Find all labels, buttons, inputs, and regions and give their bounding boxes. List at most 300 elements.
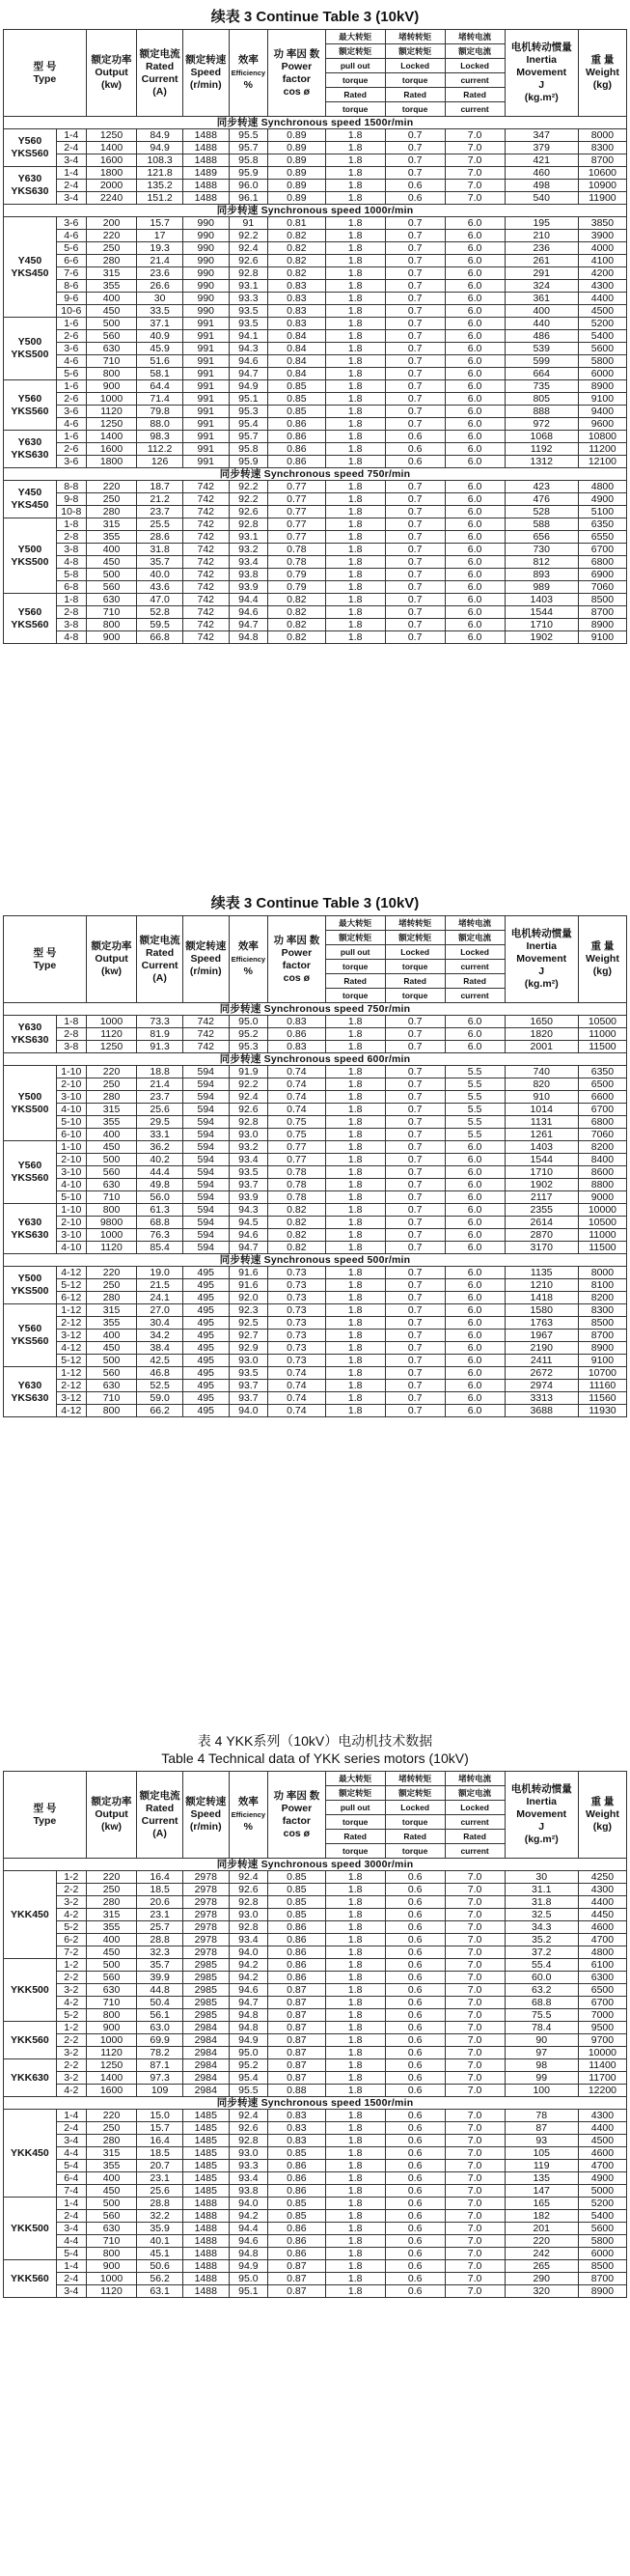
frame-size-cell: 5-8 — [56, 569, 86, 581]
inertia-cell: 119 — [505, 2160, 578, 2172]
frame-size-cell: 5-4 — [56, 2160, 86, 2172]
frame-size-cell: 9-8 — [56, 493, 86, 506]
output-kw-cell: 800 — [86, 368, 136, 380]
pullout-torque-ratio-cell: 1.8 — [325, 1984, 385, 1997]
inertia-cell: 3688 — [505, 1405, 578, 1417]
locked-current-ratio-cell: 7.0 — [445, 1921, 505, 1934]
locked-current-ratio-cell: 6.0 — [445, 1041, 505, 1053]
power-factor-cell: 0.86 — [268, 2235, 326, 2248]
frame-size-cell: 5-12 — [56, 1355, 86, 1367]
locked-torque-ratio-cell: 0.6 — [385, 431, 445, 443]
motor-type-cell: Y500 YKS500 — [4, 1066, 57, 1141]
efficiency-cell: 92.9 — [229, 1342, 268, 1355]
inertia-cell: 347 — [505, 129, 578, 142]
locked-current-ratio-cell: 5.5 — [445, 1091, 505, 1104]
frame-size-cell: 4-10 — [56, 1104, 86, 1116]
table-row — [4, 167, 627, 180]
table-row — [4, 1972, 627, 1984]
locked-torque-ratio-cell: 0.7 — [385, 380, 445, 393]
frame-size-cell: 8-6 — [56, 280, 86, 293]
output-kw-cell: 280 — [86, 1292, 136, 1304]
efficiency-cell: 94.6 — [229, 1984, 268, 1997]
weight-kg-cell: 4700 — [578, 1934, 626, 1946]
table-row — [4, 2059, 627, 2072]
power-factor-cell: 0.82 — [268, 242, 326, 255]
speed-rpm-cell: 1488 — [182, 154, 229, 167]
speed-rpm-cell: 495 — [182, 1380, 229, 1392]
frame-size-cell: 3-2 — [56, 2072, 86, 2085]
locked-torque-ratio-cell: 0.7 — [385, 1091, 445, 1104]
header-row — [4, 916, 627, 1003]
inertia-cell: 460 — [505, 167, 578, 180]
locked-current-ratio-cell: 7.0 — [445, 2122, 505, 2135]
locked-current-ratio-cell: 7.0 — [445, 1997, 505, 2009]
table-row — [4, 330, 627, 343]
output-kw-cell: 1000 — [86, 393, 136, 406]
weight-kg-cell: 4600 — [578, 1921, 626, 1934]
header-speed: 额定转速 Speed (r/min) — [182, 1772, 229, 1859]
locked-torque-ratio-cell: 0.6 — [385, 1896, 445, 1909]
output-kw-cell: 500 — [86, 318, 136, 330]
speed-rpm-cell: 1488 — [182, 2273, 229, 2285]
table-row — [4, 2210, 627, 2223]
weight-kg-cell: 5000 — [578, 2185, 626, 2198]
locked-torque-ratio-cell: 0.7 — [385, 368, 445, 380]
weight-kg-cell: 6000 — [578, 2248, 626, 2260]
efficiency-cell: 95.0 — [229, 2273, 268, 2285]
motor-type-cell: Y630 YKS630 — [4, 167, 57, 205]
inertia-cell: 35.2 — [505, 1934, 578, 1946]
efficiency-cell: 93.0 — [229, 1355, 268, 1367]
locked-current-ratio-cell: 6.0 — [445, 1242, 505, 1254]
table-row — [4, 129, 627, 142]
table-row — [4, 1292, 627, 1304]
frame-size-cell: 1-12 — [56, 1304, 86, 1317]
power-factor-cell: 0.74 — [268, 1367, 326, 1380]
efficiency-cell: 95.0 — [229, 2047, 268, 2059]
power-factor-cell: 0.86 — [268, 431, 326, 443]
locked-current-ratio-cell: 6.0 — [445, 318, 505, 330]
speed-rpm-cell: 1488 — [182, 2198, 229, 2210]
header-power-factor: 功 率因 数 Power factor cos ø — [268, 30, 326, 117]
header-pullout-torque: 最大转矩 额定转矩 pull out torque Rated torque — [325, 1772, 385, 1859]
output-kw-cell: 800 — [86, 1204, 136, 1217]
power-factor-cell: 0.89 — [268, 154, 326, 167]
frame-size-cell: 4-4 — [56, 2147, 86, 2160]
table-row — [4, 2285, 627, 2298]
weight-kg-cell: 8000 — [578, 129, 626, 142]
efficiency-cell: 94.0 — [229, 1405, 268, 1417]
frame-size-cell: 4-10 — [56, 1242, 86, 1254]
speed-band-row — [4, 117, 627, 129]
locked-torque-ratio-cell: 0.7 — [385, 1129, 445, 1141]
efficiency-cell: 94.7 — [229, 619, 268, 631]
locked-torque-ratio-cell: 0.6 — [385, 2009, 445, 2022]
frame-size-cell: 7-2 — [56, 1946, 86, 1959]
locked-torque-ratio-cell: 0.6 — [385, 2172, 445, 2185]
efficiency-cell: 94.2 — [229, 1959, 268, 1972]
rated-current-cell: 21.5 — [137, 1279, 183, 1292]
efficiency-cell: 93.0 — [229, 1129, 268, 1141]
efficiency-cell: 92.4 — [229, 242, 268, 255]
speed-rpm-cell: 991 — [182, 443, 229, 456]
speed-rpm-cell: 2984 — [182, 2059, 229, 2072]
pullout-torque-ratio-cell: 1.8 — [325, 531, 385, 544]
power-factor-cell: 0.78 — [268, 556, 326, 569]
pullout-torque-ratio-cell: 1.8 — [325, 242, 385, 255]
power-factor-cell: 0.87 — [268, 2059, 326, 2072]
pullout-torque-ratio-cell: 1.8 — [325, 431, 385, 443]
rated-current-cell: 49.8 — [137, 1179, 183, 1191]
table-row — [4, 1884, 627, 1896]
locked-torque-ratio-cell: 0.7 — [385, 330, 445, 343]
motor-type-cell: YKK560 — [4, 2022, 57, 2059]
weight-kg-cell: 11000 — [578, 1229, 626, 1242]
power-factor-cell: 0.83 — [268, 1041, 326, 1053]
rated-current-cell: 16.4 — [137, 2135, 183, 2147]
power-factor-cell: 0.86 — [268, 456, 326, 468]
locked-current-ratio-cell: 7.0 — [445, 129, 505, 142]
weight-kg-cell: 6800 — [578, 556, 626, 569]
locked-current-ratio-cell: 6.0 — [445, 1229, 505, 1242]
pullout-torque-ratio-cell: 1.8 — [325, 443, 385, 456]
locked-torque-ratio-cell: 0.7 — [385, 1380, 445, 1392]
speed-band-label: 同步转速 Synchronous speed 1500r/min — [4, 117, 627, 129]
locked-current-ratio-cell: 7.0 — [445, 192, 505, 205]
table-row — [4, 2223, 627, 2235]
locked-current-ratio-cell: 6.0 — [445, 1392, 505, 1405]
locked-torque-ratio-cell: 0.7 — [385, 1191, 445, 1204]
locked-current-ratio-cell: 6.0 — [445, 1304, 505, 1317]
locked-torque-ratio-cell: 0.7 — [385, 606, 445, 619]
inertia-cell: 1403 — [505, 594, 578, 606]
inertia-cell: 361 — [505, 293, 578, 305]
header-locked-current: 堵转电流 额定电流 Locked current Rated current — [445, 1772, 505, 1859]
pullout-torque-ratio-cell: 1.8 — [325, 2122, 385, 2135]
locked-torque-ratio-cell: 0.7 — [385, 255, 445, 267]
speed-rpm-cell: 594 — [182, 1066, 229, 1078]
locked-current-ratio-cell: 7.0 — [445, 2110, 505, 2122]
power-factor-cell: 0.78 — [268, 1191, 326, 1204]
power-factor-cell: 0.73 — [268, 1267, 326, 1279]
power-factor-cell: 0.73 — [268, 1317, 326, 1330]
table-row — [4, 1154, 627, 1166]
weight-kg-cell: 9000 — [578, 1191, 626, 1204]
frame-size-cell: 5-6 — [56, 242, 86, 255]
table-row — [4, 1380, 627, 1392]
pullout-torque-ratio-cell: 1.8 — [325, 129, 385, 142]
output-kw-cell: 1120 — [86, 2047, 136, 2059]
efficiency-cell: 94.7 — [229, 1997, 268, 2009]
output-kw-cell: 1120 — [86, 1028, 136, 1041]
speed-rpm-cell: 742 — [182, 506, 229, 518]
efficiency-cell: 93.3 — [229, 293, 268, 305]
power-factor-cell: 0.86 — [268, 2185, 326, 2198]
motor-type-cell: Y630 YKS630 — [4, 1204, 57, 1254]
speed-rpm-cell: 1485 — [182, 2160, 229, 2172]
output-kw-cell: 710 — [86, 1392, 136, 1405]
speed-rpm-cell: 2978 — [182, 1934, 229, 1946]
power-factor-cell: 0.77 — [268, 1141, 326, 1154]
power-factor-cell: 0.84 — [268, 368, 326, 380]
speed-rpm-cell: 2984 — [182, 2022, 229, 2034]
pullout-torque-ratio-cell: 1.8 — [325, 2235, 385, 2248]
locked-current-ratio-cell: 6.0 — [445, 1166, 505, 1179]
locked-current-ratio-cell: 7.0 — [445, 1984, 505, 1997]
frame-size-cell: 1-2 — [56, 1959, 86, 1972]
speed-rpm-cell: 991 — [182, 456, 229, 468]
power-factor-cell: 0.74 — [268, 1405, 326, 1417]
table-row — [4, 2047, 627, 2059]
frame-size-cell: 2-12 — [56, 1317, 86, 1330]
weight-kg-cell: 8500 — [578, 2260, 626, 2273]
pullout-torque-ratio-cell: 1.8 — [325, 619, 385, 631]
rated-current-cell: 40.2 — [137, 1154, 183, 1166]
efficiency-cell: 95.2 — [229, 2059, 268, 2072]
rated-current-cell: 19.0 — [137, 1267, 183, 1279]
pullout-torque-ratio-cell: 1.8 — [325, 1946, 385, 1959]
speed-rpm-cell: 495 — [182, 1355, 229, 1367]
motor-type-cell: Y560 YKS560 — [4, 594, 57, 644]
weight-kg-cell: 8800 — [578, 1179, 626, 1191]
locked-current-ratio-cell: 7.0 — [445, 2072, 505, 2085]
power-factor-cell: 0.85 — [268, 1909, 326, 1921]
power-factor-cell: 0.83 — [268, 2135, 326, 2147]
output-kw-cell: 900 — [86, 631, 136, 644]
rated-current-cell: 94.9 — [137, 142, 183, 154]
rated-current-cell: 51.6 — [137, 355, 183, 368]
output-kw-cell: 280 — [86, 1896, 136, 1909]
rated-current-cell: 42.5 — [137, 1355, 183, 1367]
output-kw-cell: 630 — [86, 1179, 136, 1191]
inertia-cell: 2117 — [505, 1191, 578, 1204]
weight-kg-cell: 4700 — [578, 2160, 626, 2172]
rated-current-cell: 69.9 — [137, 2034, 183, 2047]
frame-size-cell: 4-6 — [56, 355, 86, 368]
power-factor-cell: 0.86 — [268, 2160, 326, 2172]
pullout-torque-ratio-cell: 1.8 — [325, 2198, 385, 2210]
frame-size-cell: 3-10 — [56, 1229, 86, 1242]
pullout-torque-ratio-cell: 1.8 — [325, 2072, 385, 2085]
efficiency-cell: 95.9 — [229, 456, 268, 468]
locked-torque-ratio-cell: 0.6 — [385, 1984, 445, 1997]
locked-torque-ratio-cell: 0.7 — [385, 1242, 445, 1254]
efficiency-cell: 92.3 — [229, 1304, 268, 1317]
output-kw-cell: 220 — [86, 481, 136, 493]
weight-kg-cell: 5800 — [578, 2235, 626, 2248]
motor-type-cell: Y630 YKS630 — [4, 1016, 57, 1053]
locked-current-ratio-cell: 6.0 — [445, 1141, 505, 1154]
frame-size-cell: 2-4 — [56, 2210, 86, 2223]
frame-size-cell: 2-2 — [56, 2059, 86, 2072]
frame-size-cell: 5-10 — [56, 1116, 86, 1129]
efficiency-cell: 93.1 — [229, 280, 268, 293]
efficiency-cell: 93.2 — [229, 544, 268, 556]
rated-current-cell: 66.2 — [137, 1405, 183, 1417]
frame-size-cell: 4-6 — [56, 230, 86, 242]
header-power-factor: 功 率因 数 Power factor cos ø — [268, 916, 326, 1003]
weight-kg-cell: 4000 — [578, 242, 626, 255]
weight-kg-cell: 6800 — [578, 1116, 626, 1129]
output-kw-cell: 1800 — [86, 167, 136, 180]
table-row — [4, 443, 627, 456]
efficiency-cell: 94.8 — [229, 2009, 268, 2022]
output-kw-cell: 500 — [86, 1959, 136, 1972]
rated-current-cell: 23.7 — [137, 1091, 183, 1104]
efficiency-cell: 92.4 — [229, 1871, 268, 1884]
table-row — [4, 1091, 627, 1104]
weight-kg-cell: 4200 — [578, 267, 626, 280]
header-efficiency: 效率 Efficiency % — [229, 1772, 268, 1859]
frame-size-cell: 2-4 — [56, 180, 86, 192]
frame-size-cell: 3-2 — [56, 2047, 86, 2059]
rated-current-cell: 87.1 — [137, 2059, 183, 2072]
weight-kg-cell: 10500 — [578, 1217, 626, 1229]
weight-kg-cell: 8300 — [578, 1304, 626, 1317]
table-row — [4, 1229, 627, 1242]
inertia-cell: 3170 — [505, 1242, 578, 1254]
table-row — [4, 2260, 627, 2273]
locked-torque-ratio-cell: 0.7 — [385, 154, 445, 167]
table-row — [4, 2009, 627, 2022]
pullout-torque-ratio-cell: 1.8 — [325, 1191, 385, 1204]
weight-kg-cell: 10700 — [578, 1367, 626, 1380]
weight-kg-cell: 5600 — [578, 2223, 626, 2235]
output-kw-cell: 560 — [86, 581, 136, 594]
speed-rpm-cell: 991 — [182, 368, 229, 380]
table-row — [4, 2147, 627, 2160]
output-kw-cell: 1600 — [86, 2085, 136, 2097]
speed-rpm-cell: 1485 — [182, 2185, 229, 2198]
table-row — [4, 318, 627, 330]
pullout-torque-ratio-cell: 1.8 — [325, 255, 385, 267]
locked-torque-ratio-cell: 0.7 — [385, 406, 445, 418]
output-kw-cell: 1600 — [86, 443, 136, 456]
locked-current-ratio-cell: 6.0 — [445, 393, 505, 406]
inertia-cell: 423 — [505, 481, 578, 493]
inertia-cell: 1580 — [505, 1304, 578, 1317]
weight-kg-cell: 6350 — [578, 1066, 626, 1078]
pullout-torque-ratio-cell: 1.8 — [325, 2110, 385, 2122]
power-factor-cell: 0.77 — [268, 493, 326, 506]
inertia-cell: 1544 — [505, 606, 578, 619]
locked-current-ratio-cell: 6.0 — [445, 506, 505, 518]
power-factor-cell: 0.86 — [268, 1934, 326, 1946]
efficiency-cell: 95.2 — [229, 1028, 268, 1041]
table-row — [4, 1896, 627, 1909]
table-row — [4, 1304, 627, 1317]
rated-current-cell: 79.8 — [137, 406, 183, 418]
efficiency-cell: 95.8 — [229, 154, 268, 167]
rated-current-cell: 44.8 — [137, 1984, 183, 1997]
speed-rpm-cell: 1485 — [182, 2147, 229, 2160]
header-row — [4, 30, 627, 117]
efficiency-cell: 92.6 — [229, 1104, 268, 1116]
power-factor-cell: 0.86 — [268, 2172, 326, 2185]
efficiency-cell: 92.6 — [229, 506, 268, 518]
pullout-torque-ratio-cell: 1.8 — [325, 418, 385, 431]
efficiency-cell: 92.8 — [229, 1116, 268, 1129]
speed-band-row — [4, 1859, 627, 1871]
inertia-cell: 740 — [505, 1066, 578, 1078]
frame-size-cell: 4-12 — [56, 1342, 86, 1355]
table-row — [4, 1242, 627, 1254]
rated-current-cell: 58.1 — [137, 368, 183, 380]
pullout-torque-ratio-cell: 1.8 — [325, 318, 385, 330]
frame-size-cell: 1-6 — [56, 380, 86, 393]
output-kw-cell: 250 — [86, 493, 136, 506]
weight-kg-cell: 7000 — [578, 2009, 626, 2022]
table-row — [4, 1946, 627, 1959]
weight-kg-cell: 4300 — [578, 1884, 626, 1896]
efficiency-cell: 92.8 — [229, 2135, 268, 2147]
rated-current-cell: 25.6 — [137, 2185, 183, 2198]
efficiency-cell: 93.4 — [229, 2172, 268, 2185]
frame-size-cell: 3-4 — [56, 2223, 86, 2235]
table-row — [4, 431, 627, 443]
locked-torque-ratio-cell: 0.7 — [385, 493, 445, 506]
rated-current-cell: 85.4 — [137, 1242, 183, 1254]
inertia-cell: 97 — [505, 2047, 578, 2059]
inertia-cell: 147 — [505, 2185, 578, 2198]
speed-rpm-cell: 1485 — [182, 2122, 229, 2135]
pullout-torque-ratio-cell: 1.8 — [325, 2285, 385, 2298]
locked-torque-ratio-cell: 0.7 — [385, 1267, 445, 1279]
locked-torque-ratio-cell: 0.7 — [385, 343, 445, 355]
locked-torque-ratio-cell: 0.7 — [385, 305, 445, 318]
rated-current-cell: 78.2 — [137, 2047, 183, 2059]
inertia-cell: 1710 — [505, 1166, 578, 1179]
pullout-torque-ratio-cell: 1.8 — [325, 2022, 385, 2034]
speed-rpm-cell: 594 — [182, 1179, 229, 1191]
inertia-cell: 1403 — [505, 1141, 578, 1154]
locked-current-ratio-cell: 6.0 — [445, 619, 505, 631]
power-factor-cell: 0.82 — [268, 267, 326, 280]
motor-type-cell: Y500 YKS500 — [4, 1267, 57, 1304]
locked-current-ratio-cell: 7.0 — [445, 2185, 505, 2198]
power-factor-cell: 0.83 — [268, 1016, 326, 1028]
table-row — [4, 631, 627, 644]
header-speed: 额定转速 Speed (r/min) — [182, 916, 229, 1003]
frame-size-cell: 4-8 — [56, 631, 86, 644]
frame-size-cell: 3-4 — [56, 192, 86, 205]
weight-kg-cell: 11900 — [578, 192, 626, 205]
table-row — [4, 380, 627, 393]
speed-rpm-cell: 991 — [182, 406, 229, 418]
efficiency-cell: 92.0 — [229, 1292, 268, 1304]
table-row — [4, 1997, 627, 2009]
rated-current-cell: 40.1 — [137, 2235, 183, 2248]
rated-current-cell: 34.2 — [137, 1330, 183, 1342]
speed-band-label: 同步转速 Synchronous speed 3000r/min — [4, 1859, 627, 1871]
speed-rpm-cell: 495 — [182, 1279, 229, 1292]
efficiency-cell: 94.2 — [229, 2210, 268, 2223]
pullout-torque-ratio-cell: 1.8 — [325, 217, 385, 230]
power-factor-cell: 0.77 — [268, 531, 326, 544]
power-factor-cell: 0.85 — [268, 2210, 326, 2223]
power-factor-cell: 0.82 — [268, 255, 326, 267]
table-row — [4, 1041, 627, 1053]
output-kw-cell: 220 — [86, 230, 136, 242]
inertia-cell: 1135 — [505, 1267, 578, 1279]
rated-current-cell: 88.0 — [137, 418, 183, 431]
inertia-cell: 31.8 — [505, 1896, 578, 1909]
weight-kg-cell: 6700 — [578, 1997, 626, 2009]
weight-kg-cell: 6300 — [578, 1972, 626, 1984]
frame-size-cell: 1-6 — [56, 431, 86, 443]
locked-current-ratio-cell: 6.0 — [445, 1179, 505, 1191]
efficiency-cell: 96.0 — [229, 180, 268, 192]
